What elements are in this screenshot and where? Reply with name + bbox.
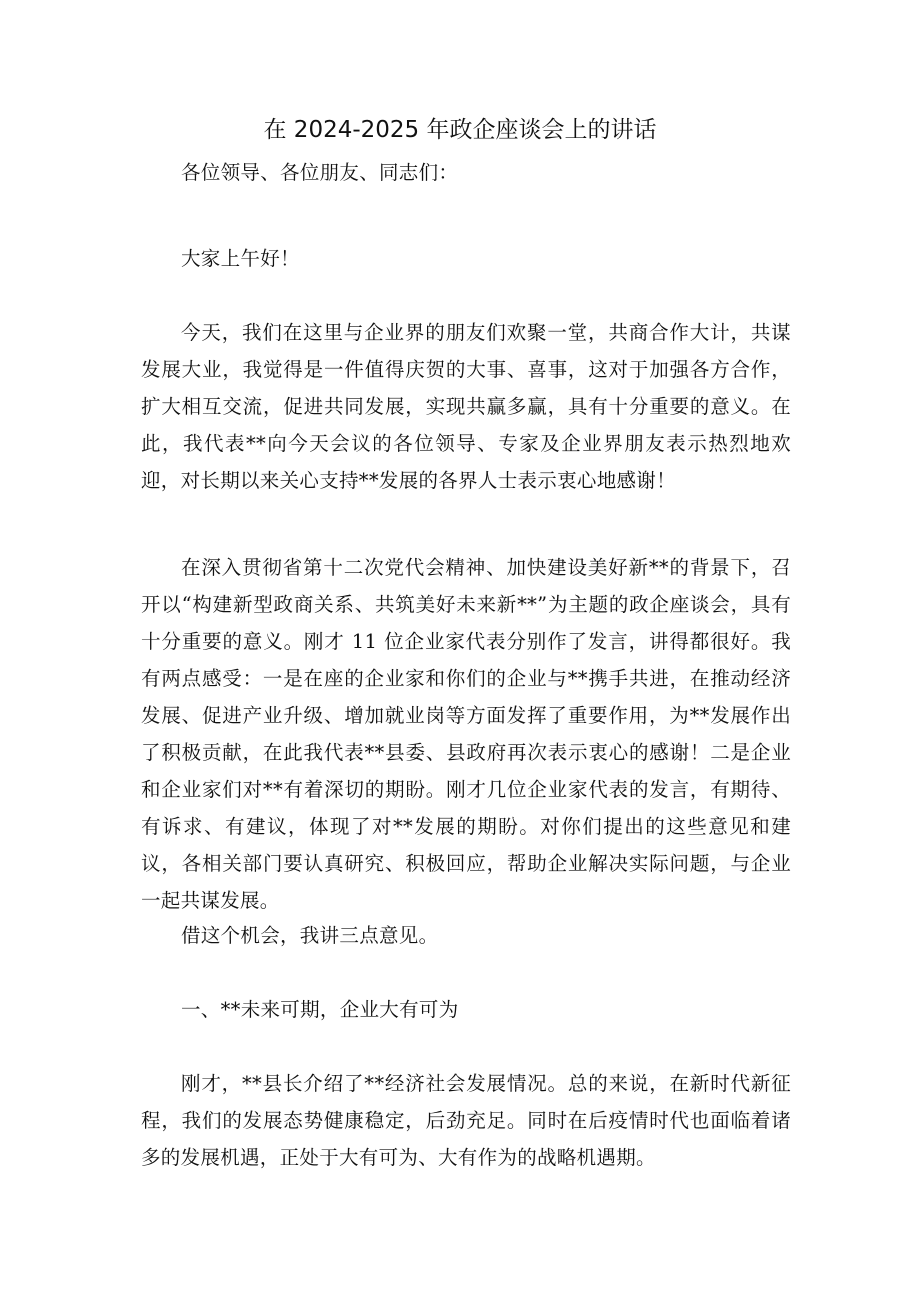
transition-paragraph: 借这个机会，我讲三点意见。 (181, 924, 439, 947)
salutation-paragraph: 大家上午好！ (181, 247, 300, 270)
body-paragraph: 刚才，**县长介绍了**经济社会发展情况。总的来说，在新时代新征程，我们的发展态势健康稳定，后劲充足。同时在后疫情时代也面临着诸多的发展机遇，正处于大有可为、大有作为的战略机遇期。 (141, 1072, 791, 1169)
body-paragraph: 在深入贯彻省第十二次党代会精神、加快建设美好新**的背景下，召开以“构建新型政商关系、共筑美好未来新**”为主题的政企座谈会，具有十分重要的意义。刚才 11 位企业家代表分别作了发言，讲得都很好。我有两点感受：一是在座的企业家和你们的企业与**携手共进，在推动经济发展、促进产业升级、增加就业岗等方面发挥了重要作用，为**发展作出了积极贡献，在此我代表**县委、县政府再次表示衷心的感谢！二是企业和企业家们对**有着深切的期盼。刚才几位企业家代表的发言，有期待、有诉求、有建议，体现了对**发展的期盼。对你们提出的这些意见和建议，各相关部门要认真研究、积极回应，帮助企业解决实际问题，与企业一起共谋发展。 (141, 556, 791, 912)
document-title: 在 2024-2025 年政企座谈会上的讲话 (263, 117, 657, 143)
greeting-paragraph: 各位领导、各位朋友、同志们： (181, 161, 459, 184)
opening-paragraph: 今天，我们在这里与企业界的朋友们欢聚一堂，共商合作大计，共谋发展大业，我觉得是一件值得庆贺的大事、喜事，这对于加强各方合作，扩大相互交流，促进共同发展，实现共赢多赢，具有十分重要的意义。在此，我代表**向今天会议的各位领导、专家及企业界朋友表示热烈地欢迎，对长期以来关心支持**发展的各界人士表示衷心地感谢！ (141, 321, 791, 492)
section-heading: 一、**未来可期，企业大有可为 (181, 998, 459, 1021)
